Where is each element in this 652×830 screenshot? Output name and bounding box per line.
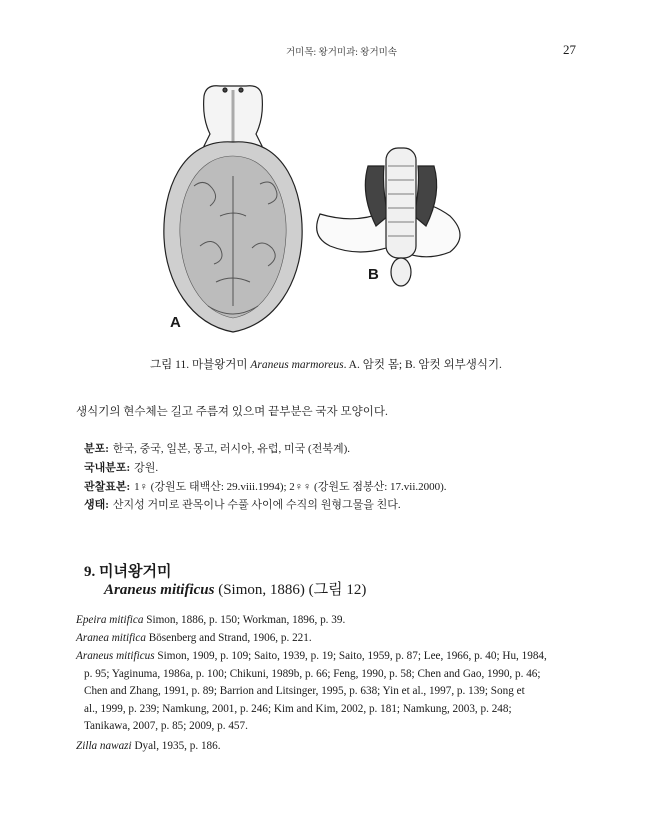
figure-caption: 그림 11. 마블왕거미 Araneus marmoreus. A. 암컷 몸; B. 암컷 외부생식기. [150,359,502,371]
synonym-entry: Epeira mitifica Simon, 1886, p. 150; Workman, 1896, p. 39. [76,614,346,626]
section-heading: 9. 미녀왕거미 [84,564,172,580]
running-head: 거미목: 왕거미과: 왕거미속 [286,48,397,58]
section-species-title: Araneus mitificus (Simon, 1886) (그림 12) [104,582,367,598]
page-header [0,44,652,60]
epigyne-drawing [317,148,460,286]
caption-species: Araneus marmoreus [250,359,344,371]
synonym-entry: Araneus mitificus Simon, 1909, p. 109; Saito, 1939, p. 19; Saito, 1959, p. 87; Lee, 1966, p. 40; Hu, 1984, p. 95; Yaginuma, 1986a, p. 100; Chikuni, 1989b, p. 66; Feng, 1990, p. 58; Chen and Gao, 1990, p. 46; Chen and Zhang, 1991, p. 89; Barrion and Litsinger, 1995, p. 638; Yin et al., 1997, p. 139; Song et al., 1999, p. 239; Namkung, 2001, p. 246; Kim and Kim, 2002, p. 181; Namkung, 2003, p. 248; Tanikawa, 2007, p. 85; 2009, p. 457. [76,650,547,732]
synonym-entry: Aranea mitifica Bösenberg and Strand, 1906, p. 221. [76,632,312,644]
specimens-line: 관찰표본: 1♀ (강원도 태백산: 29.viii.1994); 2♀♀ (강원도 점봉산: 17.vii.2000). [84,481,447,493]
figure-11 [120,76,560,336]
spider-illustration [120,76,560,336]
female-body-drawing [164,86,302,332]
ecology-line: 생태: 산지성 거미로 관목이나 수풀 사이에 수직의 원형그물을 친다. [84,499,401,511]
figure-label-a: A [170,314,181,331]
synonym-entry: Zilla nawazi Dyal, 1935, p. 186. [76,740,221,752]
figure-label-b: B [368,266,379,283]
page-number: 27 [563,42,576,57]
body-paragraph: 생식기의 현수체는 길고 주름져 있으며 끝부분은 국자 모양이다. [76,406,388,418]
korean-distribution-line: 국내분포: 강원. [84,462,159,474]
distribution-line: 분포: 한국, 중국, 일본, 몽고, 러시아, 유럽, 미국 (전북계). [84,443,351,455]
